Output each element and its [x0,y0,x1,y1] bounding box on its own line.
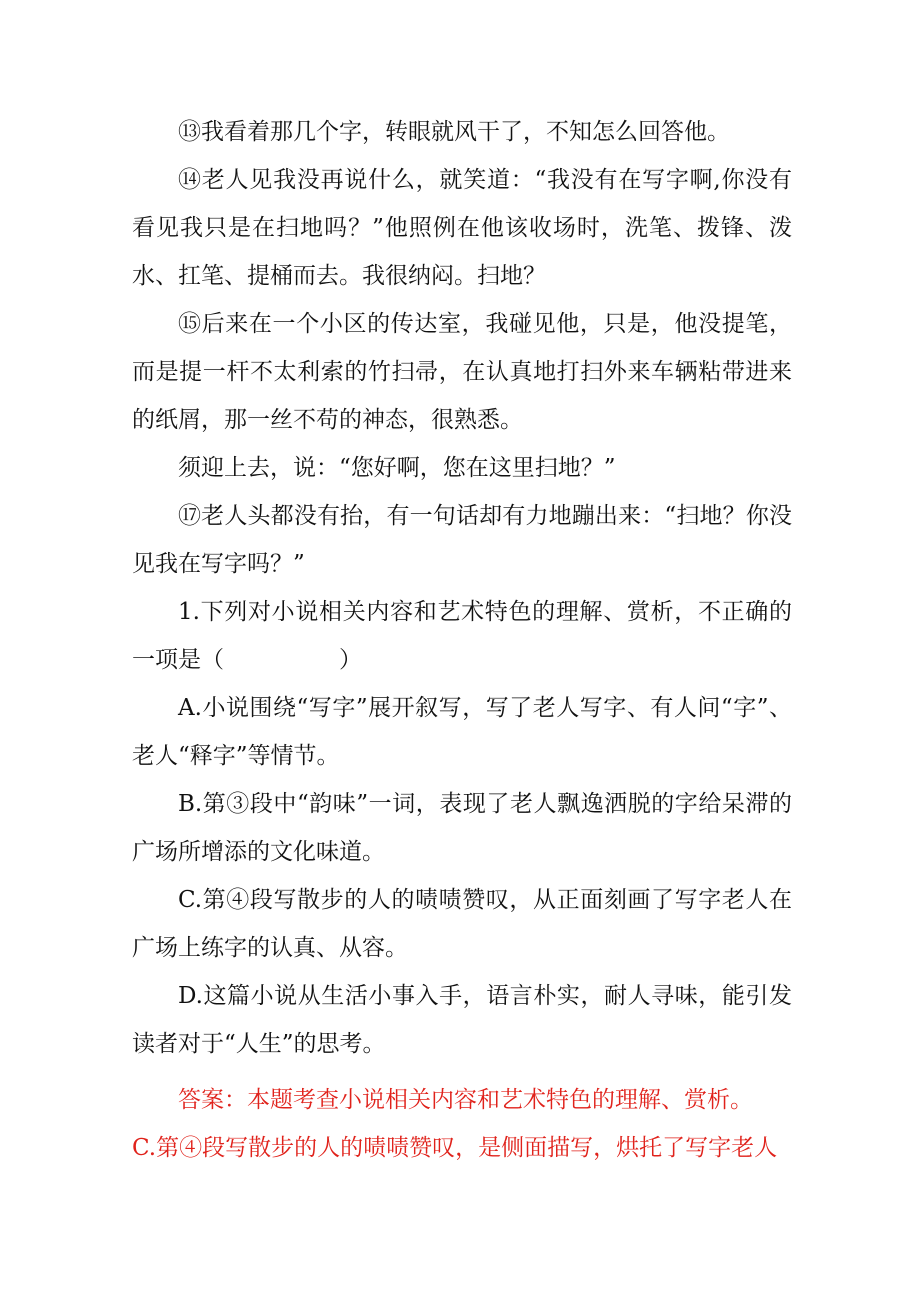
answer-line-1: 答案：本题考查小说相关内容和艺术特色的理解、赏析。 [178,1087,753,1113]
paragraph-13: ⑬我看着那几个字，转眼就风干了，不知怎么回答他。 [178,119,730,145]
option-d: D.这篇小说从生活小事入手，语言朴实，耐人寻味，能引发读者对于“人生”的思考。 [132,983,792,1057]
paragraph-14: ⑭老人见我没再说什么，就笑道：“我没有在写字啊,你没有看见我只是在扫地吗？”他照例在他该收场时，洗笔、拨锋、泼水、扛笔、提桶而去。我很纳闷。扫地？ [132,167,792,289]
paragraph-17: ⑰老人头都没有抬，有一句话却有力地蹦出来：“扫地？你没见我在写字吗？” [132,503,792,577]
paragraph-16: 须迎上去，说：“您好啊，您在这里扫地？” [178,455,616,481]
answer-line-2: C.第④段写散步的人的啧啧赞叹，是侧面描写，烘托了写字老人 [132,1135,778,1161]
option-b: B.第③段中“韵味”一词，表现了老人飘逸洒脱的字给呆滞的广场所增添的文化味道。 [132,791,792,865]
option-c: C.第④段写散步的人的啧啧赞叹，从正面刻画了写字老人在广场上练字的认真、从容。 [132,887,792,961]
option-a: A.小说围绕“写字”展开叙写，写了老人写字、有人问“字”、老人“释字”等情节。 [132,695,792,769]
paragraph-15: ⑮后来在一个小区的传达室，我碰见他，只是，他没提笔，而是提一杆不太利索的竹扫帚，在认真地打扫外来车辆粘带进来的纸屑，那一丝不苟的神态，很熟悉。 [132,311,792,433]
document-page [132,108,792,1172]
question-stem: 1.下列对小说相关内容和艺术特色的理解、赏析，不正确的一项是（ ） [132,599,792,673]
